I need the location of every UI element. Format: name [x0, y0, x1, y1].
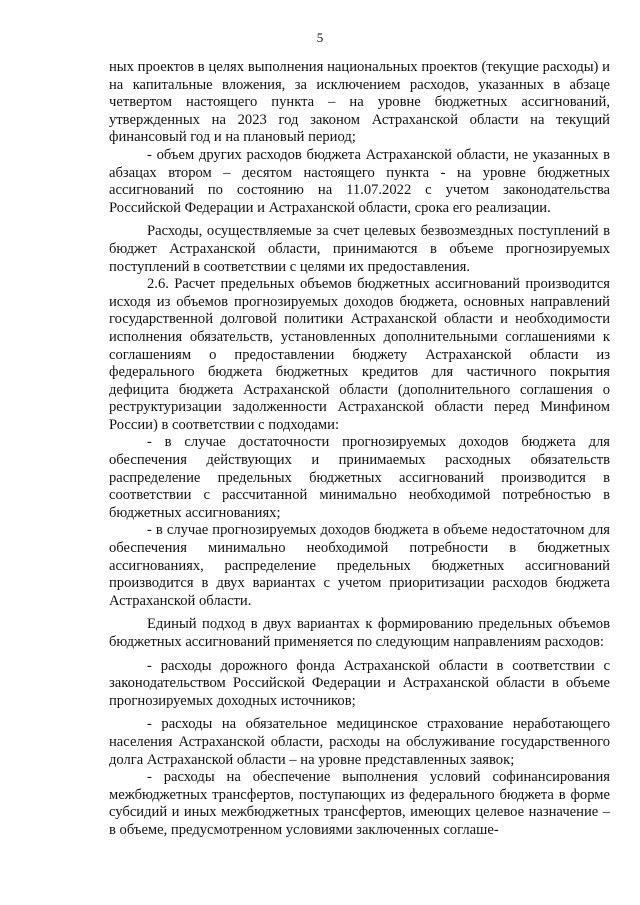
paragraph-other-expenses: - объем других расходов бюджета Астраханской области, не указанных в абзацах втором – десятом настоящего пункта - на уровне бюджетных ассигнований по состоянию на 11.07.2022 с учетом законодательства Российской Федерации и Астраханской области, срока его реализации.	[109, 146, 610, 216]
paragraph-insufficient-revenue: - в случае прогнозируемых доходов бюджета в объеме недостаточном для обеспечения минимально необходимой потребности в бюджетных ассигнованиях, распределение предельных бюджетных ассигнований производится в двух вариантах с учетом приоритизации расходов бюджета Астраханской области.	[109, 522, 610, 609]
paragraph-unified-approach: Единый подход в двух вариантах к формированию предельных объемов бюджетных ассигнований применяется по следующим направлениям расходов:	[109, 616, 610, 650]
paragraph-sufficient-revenue: - в случае достаточности прогнозируемых доходов бюджета для обеспечения действующих и принимаемых расходных обязательств распределение предельных бюджетных ассигнований производится в соответствии с рассчитанной минимально необходимой потребностью в бюджетных ассигнованиях;	[109, 434, 610, 521]
document-body	[109, 59, 610, 840]
paragraph-medical-insurance: - расходы на обязательное медицинское страхование неработающего населения Астраханской области, расходы на обслуживание государственного долга Астраханской области – на уровне представленных заявок;	[109, 716, 610, 768]
paragraph-cofinancing: - расходы на обеспечение выполнения условий софинансирования межбюджетных трансфертов, поступающих из федерального бюджета в форме субсидий и иных межбюджетных трансфертов, имеющих целевое назначение – в объеме, предусмотренном условиями заключенных соглаше-	[109, 769, 610, 838]
page-number: 5	[316, 30, 324, 45]
paragraph-2-6-calculation: 2.6. Расчет предельных объемов бюджетных ассигнований производится исходя из объемов прогнозируемых доходов бюджета, основных направлений государственной долговой политики Астраханской области и необходимости исполнения обязательств, установленных дополнительными соглашениями к соглашениям о предоставлении бюджету Астраханской области из федерального бюджета бюджетных кредитов для частичного покрытия дефицита бюджета Астраханской области (дополнительного соглашения о реструктуризации задолженности Астраханской области перед Минфином России) в соответствии с подходами:	[109, 276, 610, 433]
paragraph-national-projects: ных проектов в целях выполнения национальных проектов (текущие расходы) и на капитальные вложения, за исключением расходов, указанных в абзаце четвертом настоящего пункта – на уровне бюджетных ассигнований, утвержденных на 2023 год законом Астраханской области на текущий финансовый год и на плановый период;	[109, 59, 610, 146]
paragraph-road-fund: - расходы дорожного фонда Астраханской области в соответствии с законодательством Российской Федерации и Астраханской области в объеме прогнозируемых доходных источников;	[109, 657, 610, 709]
paragraph-targeted-receipts: Расходы, осуществляемые за счет целевых безвозмездных поступлений в бюджет Астраханской области, принимаются в объеме прогнозируемых поступлений в соответствии с целями их предоставления.	[109, 223, 610, 275]
